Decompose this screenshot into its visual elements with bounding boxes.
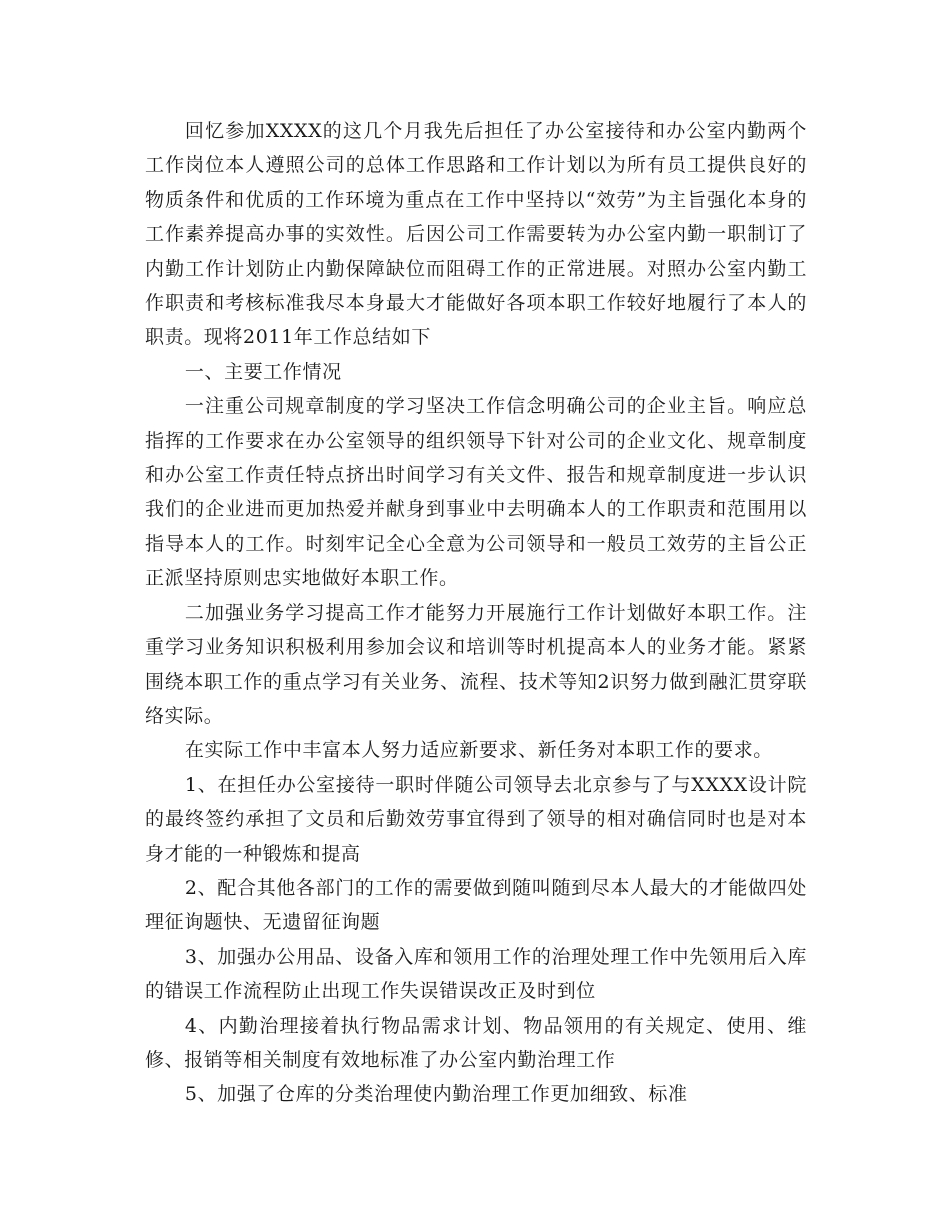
paragraph-practical-work: 在实际工作中丰富本人努力适应新要求、新任务对本职工作的要求。 [184, 739, 773, 762]
intro-paragraph: 回忆参加XXXX的这几个月我先后担任了办公室接待和办公室内勤两个工作岗位本人遵照公司的总体工作思路和工作计划以为所有员工提供良好的物质条件和优质的工作环境为重点在工作中坚持以“效劳”为主旨强化本身的工作素养提高办事的实效性。后因公司工作需要转为办公室内勤一职制订了内勤工作计划防止内勤保障缺位而阻碍工作的正常进展。对照办公室内勤工作职责和考核标准我尽本身最大才能做好各项本职工作较好地履行了本人的职责。现将2011年工作总结如下 [145, 120, 807, 349]
list-item-4: 4、内勤治理接着执行物品需求计划、物品领用的有关规定、使用、维修、报销等相关制度有效地标准了办公室内勤治理工作 [145, 1014, 807, 1071]
list-item-2: 2、配合其他各部门的工作的需要做到随叫随到尽本人最大的才能做四处理征询题快、无遗留征询题 [145, 876, 807, 934]
section-heading-main-work: 一、主要工作情况 [184, 360, 342, 383]
list-item-1: 1、在担任办公室接待一职时伴随公司领导去北京参与了与XXXX设计院的最终签约承担了文员和后勤效劳事宜得到了领导的相对确信同时也是对本身才能的一种锻炼和提高 [145, 773, 807, 865]
paragraph-rules-study: 一注重公司规章制度的学习坚决工作信念明确公司的企业主旨。响应总指挥的工作要求在办公室领导的组织领导下针对公司的企业文化、规章制度和办公室工作责任特点挤出时间学习有关文件、报告和规章制度进一步认识我们的企业进而更加热爱并献身到事业中去明确本人的工作职责和范围用以指导本人的工作。时刻牢记全心全意为公司领导和一般员工效劳的主旨公正正派坚持原则忠实地做好本职工作。 [145, 395, 807, 590]
list-item-5: 5、加强了仓库的分类治理使内勤治理工作更加细致、标准 [184, 1083, 688, 1106]
paragraph-business-study: 二加强业务学习提高工作才能努力开展施行工作计划做好本职工作。注重学习业务知识积极利用参加会议和培训等时机提高本人的业务才能。紧紧围绕本职工作的重点学习有关业务、流程、技术等知2识努力做到融汇贯穿联络实际。 [145, 601, 807, 727]
list-item-3: 3、加强办公用品、设备入库和领用工作的治理处理工作中先领用后入库的错误工作流程防止出现工作失误错误改正及时到位 [145, 945, 807, 1003]
document-body [145, 114, 807, 1112]
